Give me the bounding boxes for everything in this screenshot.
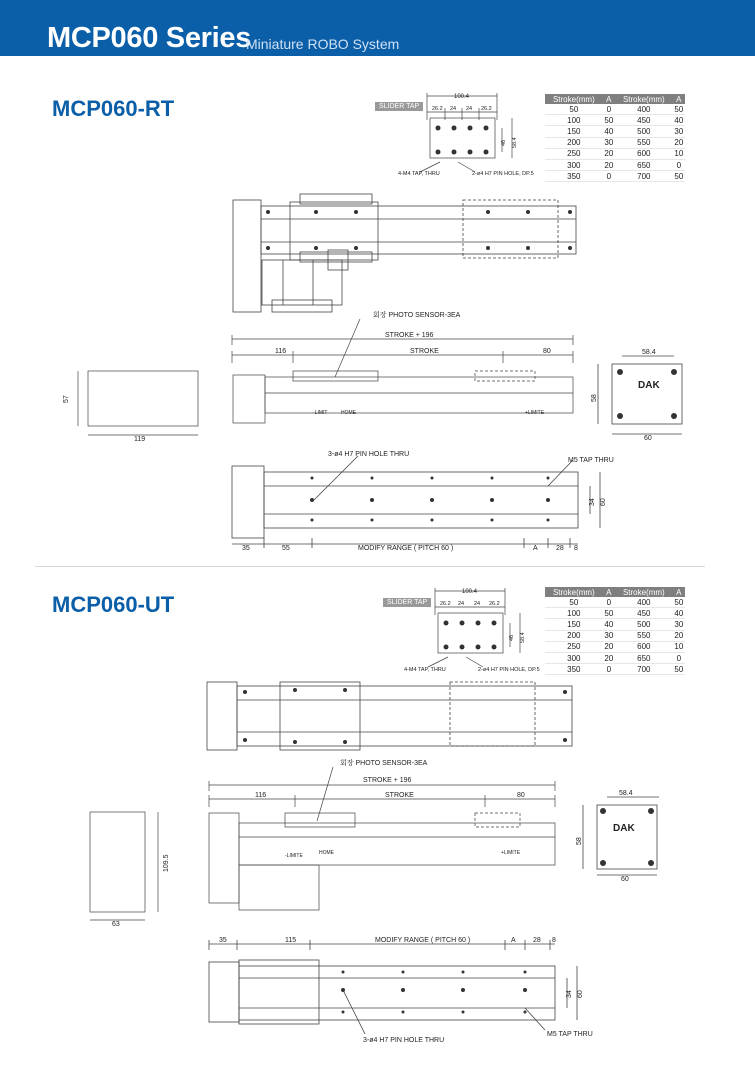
rt-slider-detail [380,90,550,185]
cell: 150 [545,126,603,137]
cell: 50 [545,597,603,608]
dim-text: MODIFY RANGE ( PITCH 60 ) [375,937,471,944]
cell: 650 [615,159,673,170]
logo-text: DAK [638,380,660,391]
table-row [545,652,685,663]
col-header: Stroke(mm) [545,94,603,104]
rt-bottom-view [228,448,614,556]
cell: 100 [545,608,603,619]
label-text: -LIMIT [313,410,328,416]
cell: 50 [674,104,684,114]
cell: 0 [603,104,615,115]
dim-text: 58.4 [512,137,518,148]
cell: 400 [615,104,673,115]
dim-text: STROKE [385,792,414,799]
col-header: Stroke(mm) [615,94,673,104]
cell: 300 [545,159,603,170]
col-header: A [673,587,685,597]
cell: 10 [674,642,684,652]
cell: 450 [615,608,673,619]
cell: 350 [545,171,603,182]
dim-text: 100.4 [462,589,478,595]
cell: 50 [604,608,614,618]
cell: 300 [545,652,603,663]
dim-text: 35 [219,937,227,944]
cell: 40 [604,619,614,629]
cell: 250 [545,148,603,159]
dim-text: STROKE + 196 [363,777,412,784]
cell: 200 [545,630,603,641]
table-row [545,597,685,608]
table-row [545,608,685,619]
dim-text: 80 [517,792,525,799]
note-text: M5 TAP THRU [568,457,614,464]
col-header: A [603,94,615,104]
table-header-row [545,587,685,597]
cell: 150 [545,619,603,630]
cell: 20 [604,653,614,663]
ut-end-view [575,783,685,883]
section-title-rt: MCP060-RT [52,96,175,121]
table-row [545,159,685,170]
cell: 500 [615,126,673,137]
table-row [545,630,685,641]
cell: 600 [615,148,673,159]
cell: 0 [603,171,615,182]
dim-text: 24 [466,106,473,112]
col-header: A [603,587,615,597]
cell: 450 [615,115,673,126]
dim-text: 60 [600,498,607,506]
cell: 550 [615,630,673,641]
dim-text: 8 [574,545,578,552]
dim-text: 109.5 [163,854,170,872]
cell: 20 [604,642,614,652]
stroke-table-rt [545,94,685,182]
section-title-ut: MCP060-UT [52,592,175,617]
ut-slider-detail [388,585,553,680]
cell: 250 [545,641,603,652]
dim-text: 115 [285,937,297,944]
ut-front-view [205,755,565,915]
dim-text: 46 [509,634,515,641]
dim-text: 24 [458,601,465,607]
table-row [545,664,685,675]
table-row [545,126,685,137]
note-text: 4-M4 TAP, THRU [404,667,446,673]
cell: 700 [615,171,673,182]
cell: 500 [615,619,673,630]
cell: 0 [673,159,685,170]
stroke-table-ut [545,587,685,675]
dim-text: 34 [566,990,573,998]
ut-bottom-view [205,932,600,1050]
dim-text: 116 [275,348,287,355]
dim-text: MODIFY RANGE ( PITCH 60 ) [358,545,454,552]
table-row [545,171,685,182]
section-divider [35,566,705,567]
cell: 600 [615,641,673,652]
dim-text: 60 [621,876,629,883]
label-text: HOME [319,850,334,856]
dim-text: 26.2 [432,106,443,112]
ut-top-view [205,678,585,763]
table-header-row [545,94,685,104]
slider-tap-label: SLIDER TAP [375,102,423,111]
cell: 20 [674,631,684,641]
cell: 50 [674,597,684,607]
cell: 30 [604,631,614,641]
table-row [545,137,685,148]
dim-text: 58.4 [520,632,526,643]
dim-text: 26.2 [489,601,500,607]
table-row [545,148,685,159]
cell: 50 [674,664,684,674]
cell: 30 [674,126,684,136]
table-row [545,104,685,115]
cell: 650 [615,652,673,663]
cell: 40 [674,608,684,618]
note-text: 2-ø4 H7 PIN HOLE, DP.5 [472,171,534,177]
dim-text: 116 [255,792,267,799]
cell: 10 [674,149,684,159]
label-text: HOME [341,410,356,416]
cell: 20 [604,160,614,170]
dim-text: 24 [474,601,481,607]
cell: 0 [603,664,615,675]
page-title: MCP060 Series [47,22,252,54]
cell: 0 [603,597,615,608]
cell: 50 [674,171,684,181]
cell: 100 [545,115,603,126]
cell: 30 [674,619,684,629]
cell: 700 [615,664,673,675]
table-row [545,619,685,630]
dim-text: 80 [543,348,551,355]
dim-text: 55 [282,545,290,552]
cell: 200 [545,137,603,148]
header-banner [0,0,755,56]
cell: 0 [673,652,685,663]
cell: 20 [604,149,614,159]
dim-text: 46 [501,139,507,146]
note-text: 3-ø4 H7 PIN HOLE THRU [363,1037,445,1044]
dim-text: A [533,545,538,552]
dim-text: 34 [589,498,596,506]
cell: 550 [615,137,673,148]
slider-tap-label: SLIDER TAP [383,598,431,607]
dim-text: 58.4 [619,790,633,797]
page-subtitle: Miniature ROBO System [246,36,400,52]
dim-text: 58 [576,837,583,845]
dim-text: 24 [450,106,457,112]
ut-side-view-left [80,800,180,930]
cell: 50 [545,104,603,115]
table-row [545,641,685,652]
cell: 40 [604,126,614,136]
note-text: 3-ø4 H7 PIN HOLE THRU [328,451,410,458]
cell: 350 [545,664,603,675]
cell: 400 [615,597,673,608]
cell: 50 [604,115,614,125]
dim-text: 26.2 [481,106,492,112]
label-text: +LIMITE [501,850,521,856]
dim-text: STROKE + 196 [385,332,434,339]
dim-text: 8 [552,937,556,944]
dim-text: 60 [644,435,652,442]
dim-text: 58.4 [642,349,656,356]
label-text: +LIMITE [525,410,545,416]
note-text: 4-M4 TAP, THRU [398,171,440,177]
col-header: A [673,94,685,104]
logo-text: DAK [613,823,635,834]
dim-text: 100.4 [454,94,470,100]
dim-text: 26.2 [440,601,451,607]
dim-text: STROKE [410,348,439,355]
cell: 40 [674,115,684,125]
dim-text: 60 [577,990,584,998]
dim-text: 119 [134,436,146,443]
rt-side-view-left [60,365,205,445]
cell: 20 [674,138,684,148]
dim-text: 28 [533,937,541,944]
rt-end-view [590,340,700,445]
cell: 30 [604,138,614,148]
note-text: 회장 PHOTO SENSOR-3EA [373,312,461,319]
col-header: Stroke(mm) [545,587,603,597]
rt-front-view [225,305,585,435]
note-text: 2-ø4 H7 PIN HOLE, DP.5 [478,667,540,673]
dim-text: 58 [591,394,598,402]
dim-text: 63 [112,921,120,928]
col-header: Stroke(mm) [615,587,673,597]
table-row [545,115,685,126]
dim-text: A [511,937,516,944]
note-text: 회장 PHOTO SENSOR-3EA [340,760,428,767]
dim-text: 35 [242,545,250,552]
label-text: -LIMITE [285,853,303,859]
dim-text: 28 [556,545,564,552]
dim-text: 57 [63,395,70,403]
note-text: M5 TAP THRU [547,1031,593,1038]
